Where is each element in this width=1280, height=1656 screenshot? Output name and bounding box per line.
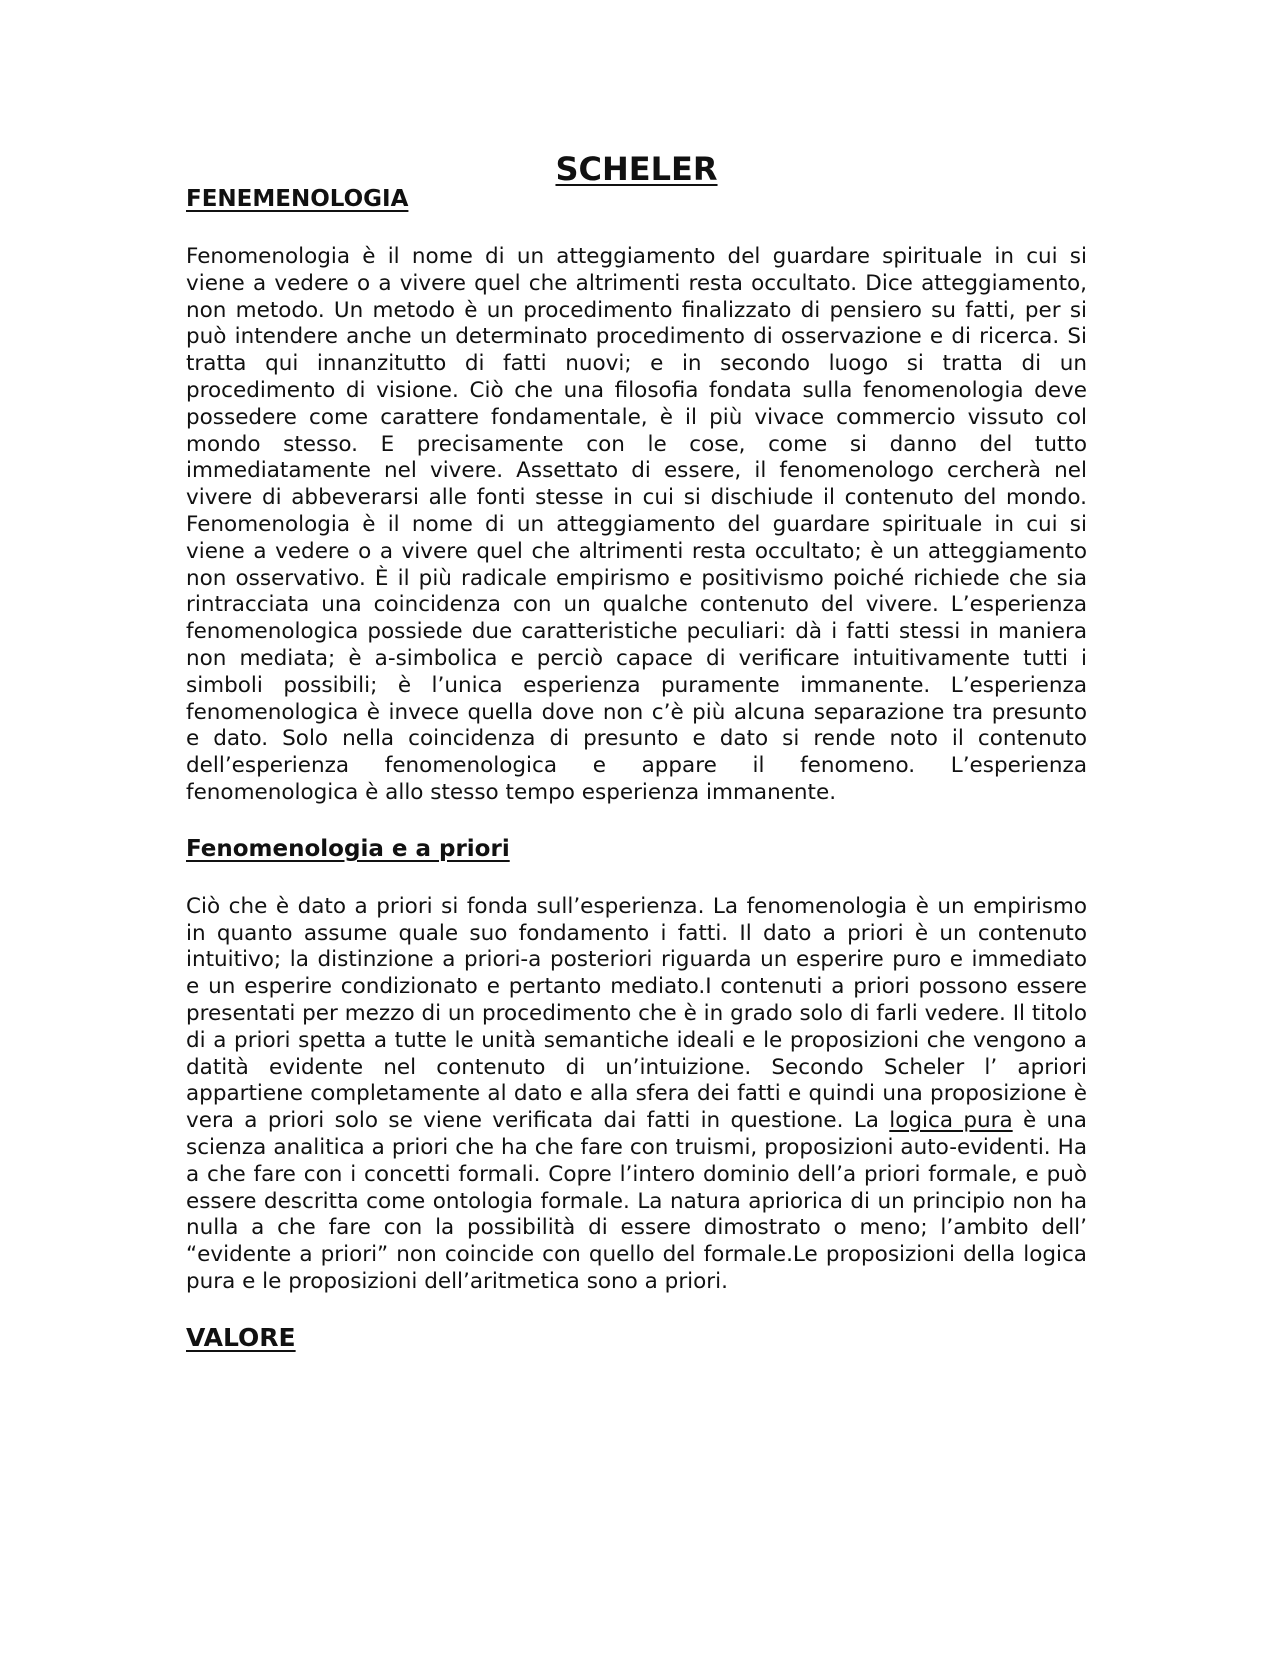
document-content xyxy=(186,148,1087,1353)
paragraph-a-priori-text-start: Ciò che è dato a priori si fonda sull’esperienza. La fenomenologia è un empirismo in quanto assume quale suo fondamento i fatti. Il dato a priori è un contenuto intuitivo; la distinzione a priori-a posteriori riguarda un esperire puro e immediato e un esperire condizionato e pertanto mediato.I contenuti a priori possono essere presentati per mezzo di un procedimento che è in grado solo di farli vedere. Il titolo di a priori spetta a tutte le unità semantiche ideali e le proposizioni che vengono a datità evidente nel contenuto di un’intuizione. Secondo Scheler l’ apriori appartiene completamente al dato e alla sfera dei fatti e quindi una proposizione è vera a priori solo se viene verificata dai fatti in questione. La xyxy=(186,893,1087,1134)
paragraph-a-priori-text-end: è una scienza analitica a priori che ha che fare con truismi, proposizioni auto-evidenti. Ha a che fare con i concetti formali. Copre l’intero dominio dell’a priori formale, e può essere descritta come ontologia formale. La natura apriorica di un principio non ha nulla a che fare con la possibilità di essere dimostrato o meno; l’ambito dell’ “evidente a priori” non coincide con quello del formale.Le proposizioni della logica pura e le proposizioni dell’aritmetica sono a priori. xyxy=(186,1108,1087,1294)
paragraph-a-priori xyxy=(186,894,1087,1296)
paragraph-fenomenologia: Fenomenologia è il nome di un atteggiamento del guardare spirituale in cui si viene a vedere o a vivere quel che altrimenti resta occultato. Dice atteggiamento, non metodo. Un metodo è un procedimento finalizzato di pensiero su fatti, per si può intendere anche un determinato procedimento di osservazione e di ricerca. Si tratta qui innanzitutto di fatti nuovi; e in secondo luogo si tratta di un procedimento di visione. Ciò che una filosofia fondata sulla fenomenologia deve possedere come carattere fondamentale, è il più vivace commercio vissuto col mondo stesso. E precisamente con le cose, come si danno del tutto immediatamente nel vivere. Assettato di essere, il fenomenologo cercherà nel vivere di abbeverarsi alle fonti stesse in cui si dischiude il contenuto del mondo. Fenomenologia è il nome di un atteggiamento del guardare spirituale in cui si viene a vedere o a vivere quel che altrimenti resta occultato; è un atteggiamento non osservativo. È il più radicale empirismo e positivismo poiché richiede che sia rintracciata una coincidenza con un qualche contenuto del vivere. L’esperienza fenomenologica possiede due caratteristiche peculiari: dà i fatti stessi in maniera non mediata; è a-simbolica e perciò capace di verificare intuitivamente tutti i simboli possibili; è l’unica esperienza puramente immanente. L’esperienza fenomenologica è invece quella dove non c’è più alcuna separazione tra presunto e dato. Solo nella coincidenza di presunto e dato si rende noto il contenuto dell’esperienza fenomenologica e appare il fenomeno. L’esperienza fenomenologica è allo stesso tempo esperienza immanente. xyxy=(186,244,1087,805)
document-title: SCHELER xyxy=(555,150,718,188)
section-heading-fenomenologia: FENEMENOLOGIA xyxy=(186,186,409,212)
logica-pura-link[interactable]: logica pura xyxy=(889,1108,1013,1134)
section-heading-a-priori: Fenomenologia e a priori xyxy=(186,835,510,862)
section-heading-valore: VALORE xyxy=(186,1322,296,1352)
